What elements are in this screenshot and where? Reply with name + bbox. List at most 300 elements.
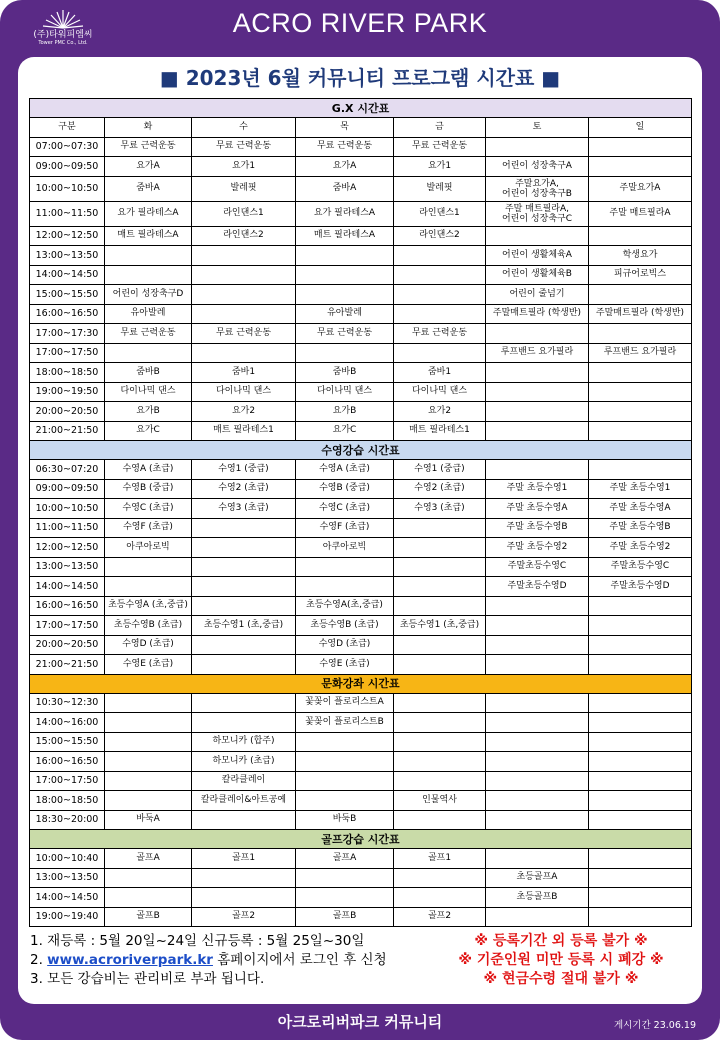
class-cell: 어린이 생활체육B (486, 265, 589, 285)
section-header-row (30, 830, 692, 849)
class-cell (105, 246, 192, 266)
time-slot: 16:00~16:50 (30, 752, 105, 772)
class-cell: 꽃꽂이 플로리스트B (296, 713, 394, 733)
class-cell (105, 265, 192, 285)
warning-notices (420, 932, 702, 989)
class-cell (486, 226, 589, 246)
class-cell: 유아발레 (296, 304, 394, 324)
table-row (30, 265, 692, 285)
time-slot: 10:00~10:40 (30, 849, 105, 869)
column-header: 토 (486, 118, 589, 138)
class-cell (394, 868, 486, 888)
warning-line: ※ 등록기간 외 등록 불가 ※ (474, 933, 648, 949)
warning-line: ※ 기준인원 미만 등록 시 폐강 ※ (458, 952, 664, 968)
class-cell (589, 732, 692, 752)
class-cell: 요가1 (394, 157, 486, 177)
class-cell (296, 246, 394, 266)
class-cell: 줌바A (105, 176, 192, 201)
class-cell: 라인댄스2 (394, 226, 486, 246)
class-cell (192, 518, 296, 538)
table-row (30, 304, 692, 324)
time-slot: 13:00~13:50 (30, 557, 105, 577)
class-cell: 골프1 (192, 849, 296, 869)
section-header-row (30, 674, 692, 693)
class-cell: 주말 초등수영1 (589, 479, 692, 499)
class-cell: 수영F (초급) (296, 518, 394, 538)
schedule-table (29, 98, 692, 927)
class-cell (105, 771, 192, 791)
class-cell (192, 304, 296, 324)
class-cell (192, 693, 296, 713)
logo-korean-text: (주)타워피엠씨 (33, 30, 93, 40)
time-slot: 14:00~14:50 (30, 888, 105, 908)
time-slot: 13:00~13:50 (30, 246, 105, 266)
class-cell: 수영B (중급) (105, 479, 192, 499)
table-row (30, 499, 692, 519)
time-slot: 17:00~17:30 (30, 324, 105, 344)
class-cell: 주말 매트필라A (589, 201, 692, 226)
class-cell (105, 343, 192, 363)
class-cell: 수영E (초급) (105, 655, 192, 675)
class-cell (394, 285, 486, 305)
class-cell: 주말 초등수영B (486, 518, 589, 538)
class-cell: 주말매트필라 (학생반) (486, 304, 589, 324)
class-cell (589, 868, 692, 888)
table-row (30, 791, 692, 811)
class-cell: 초등골프A (486, 868, 589, 888)
table-row (30, 810, 692, 830)
class-cell: 초등수영1 (초,중급) (192, 616, 296, 636)
note-apply-text: 홈페이지에서 로그인 후 신청 (212, 952, 387, 968)
class-cell (192, 577, 296, 597)
note-online-apply (30, 951, 450, 970)
class-cell (589, 596, 692, 616)
class-cell (394, 655, 486, 675)
class-cell: 초등수영A(초,중급) (296, 596, 394, 616)
class-cell: 다이나믹 댄스 (192, 382, 296, 402)
time-slot: 15:00~15:50 (30, 732, 105, 752)
class-cell: 수영D (초급) (105, 635, 192, 655)
class-cell: 요가C (296, 421, 394, 441)
class-cell (589, 421, 692, 441)
class-cell (192, 868, 296, 888)
class-cell: 칼라클레이&아트공예 (192, 791, 296, 811)
class-cell: 무료 근력운동 (394, 324, 486, 344)
class-cell (589, 460, 692, 480)
class-cell: 요가2 (394, 402, 486, 422)
table-row (30, 752, 692, 772)
class-cell (394, 635, 486, 655)
class-cell (589, 810, 692, 830)
class-cell (394, 538, 486, 558)
class-cell (486, 849, 589, 869)
class-cell: 수영1 (중급) (192, 460, 296, 480)
class-cell: 골프1 (394, 849, 486, 869)
class-cell (394, 771, 486, 791)
class-cell: 아쿠아로빅 (105, 538, 192, 558)
class-cell: 요가 필라테스A (296, 201, 394, 226)
column-header: 목 (296, 118, 394, 138)
class-cell (192, 538, 296, 558)
time-slot: 21:00~21:50 (30, 655, 105, 675)
square-bullet-icon: ■ (541, 66, 561, 90)
table-row (30, 557, 692, 577)
class-cell (105, 732, 192, 752)
class-cell (105, 888, 192, 908)
table-row (30, 538, 692, 558)
class-cell: 주말 초등수영2 (486, 538, 589, 558)
class-cell (192, 246, 296, 266)
time-slot: 20:00~20:50 (30, 635, 105, 655)
class-cell (192, 285, 296, 305)
class-cell: 발레핏 (192, 176, 296, 201)
class-cell (192, 713, 296, 733)
time-slot: 10:00~10:50 (30, 176, 105, 201)
class-cell: 주말 초등수영2 (589, 538, 692, 558)
column-header: 구분 (30, 118, 105, 138)
time-slot: 12:00~12:50 (30, 226, 105, 246)
class-cell (394, 888, 486, 908)
class-cell (394, 732, 486, 752)
class-cell (296, 868, 394, 888)
table-row (30, 693, 692, 713)
class-cell (486, 596, 589, 616)
class-cell: 요가C (105, 421, 192, 441)
class-cell (105, 577, 192, 597)
class-cell: 인물역사 (394, 791, 486, 811)
class-cell: 매트 필라테스A (296, 226, 394, 246)
class-cell: 무료 근력운동 (192, 324, 296, 344)
class-cell: 요가A (105, 157, 192, 177)
table-row (30, 732, 692, 752)
class-cell: 수영A (초급) (105, 460, 192, 480)
class-cell (486, 635, 589, 655)
section-title: 골프강습 시간표 (30, 830, 692, 849)
time-slot: 17:00~17:50 (30, 616, 105, 636)
time-slot: 11:00~11:50 (30, 518, 105, 538)
time-slot: 15:00~15:50 (30, 285, 105, 305)
class-cell: 요가2 (192, 402, 296, 422)
class-cell (105, 713, 192, 733)
class-cell (486, 382, 589, 402)
class-cell: 수영F (초급) (105, 518, 192, 538)
schedule-subtitle (0, 62, 720, 91)
class-cell: 루프밴드 요가필라 (589, 343, 692, 363)
class-cell: 어린이 생활체육A (486, 246, 589, 266)
class-cell (589, 382, 692, 402)
class-cell: 주말 초등수영A (486, 499, 589, 519)
class-cell (486, 791, 589, 811)
note-registration-period: 1. 재등록 : 5월 20일~24일 신규등록 : 5월 25일~30일 (30, 933, 365, 949)
class-cell (394, 246, 486, 266)
class-cell: 초등수영B (초급) (296, 616, 394, 636)
class-cell: 주말 초등수영A (589, 499, 692, 519)
class-cell: 꽃꽂이 플로리스트A (296, 693, 394, 713)
class-cell (192, 635, 296, 655)
table-row (30, 324, 692, 344)
class-cell (486, 324, 589, 344)
class-cell (296, 285, 394, 305)
time-slot: 11:00~11:50 (30, 201, 105, 226)
class-cell: 요가B (296, 402, 394, 422)
table-row (30, 907, 692, 927)
class-cell: 수영D (초급) (296, 635, 394, 655)
table-row (30, 176, 692, 201)
time-slot: 10:30~12:30 (30, 693, 105, 713)
class-cell: 라인댄스1 (394, 201, 486, 226)
class-cell: 매트 필라테스1 (192, 421, 296, 441)
class-cell (192, 596, 296, 616)
class-cell (589, 616, 692, 636)
class-cell: 주말초등수영C (486, 557, 589, 577)
class-cell: 골프2 (192, 907, 296, 927)
class-cell (589, 907, 692, 927)
table-row (30, 285, 692, 305)
class-cell: 골프2 (394, 907, 486, 927)
class-cell: 수영1 (중급) (394, 460, 486, 480)
class-cell (589, 157, 692, 177)
class-cell: 요가1 (192, 157, 296, 177)
table-row (30, 635, 692, 655)
class-cell: 골프A (105, 849, 192, 869)
class-cell: 초등수영1 (초,중급) (394, 616, 486, 636)
class-cell: 주말매트필라 (학생반) (589, 304, 692, 324)
class-cell: 주말요가A, 어린이 성장축구B (486, 176, 589, 201)
class-cell: 요가A (296, 157, 394, 177)
class-cell: 무료 근력운동 (296, 324, 394, 344)
class-cell: 피규어로빅스 (589, 265, 692, 285)
class-cell (486, 460, 589, 480)
class-cell (296, 771, 394, 791)
class-cell (394, 713, 486, 733)
class-cell: 무료 근력운동 (394, 137, 486, 157)
time-slot: 10:00~10:50 (30, 499, 105, 519)
class-cell (589, 752, 692, 772)
table-row (30, 479, 692, 499)
class-cell (486, 421, 589, 441)
class-cell (192, 810, 296, 830)
table-row (30, 246, 692, 266)
class-cell: 무료 근력운동 (105, 137, 192, 157)
square-bullet-icon: ■ (159, 66, 179, 90)
time-slot: 20:00~20:50 (30, 402, 105, 422)
class-cell (486, 907, 589, 927)
class-cell (296, 732, 394, 752)
class-cell (589, 324, 692, 344)
class-cell: 초등수영B (초급) (105, 616, 192, 636)
registration-notes (30, 932, 450, 989)
column-header: 화 (105, 118, 192, 138)
section-title: G.X 시간표 (30, 99, 692, 118)
class-cell: 주말 매트필라A, 어린이 성장축구C (486, 201, 589, 226)
time-slot: 16:00~16:50 (30, 304, 105, 324)
class-cell: 초등골프B (486, 888, 589, 908)
time-slot: 19:00~19:40 (30, 907, 105, 927)
class-cell (394, 810, 486, 830)
class-cell: 무료 근력운동 (105, 324, 192, 344)
class-cell: 수영2 (초급) (192, 479, 296, 499)
class-cell (192, 655, 296, 675)
table-row (30, 868, 692, 888)
table-row (30, 343, 692, 363)
posting-period: 게시기간 23.06.19 (613, 1020, 696, 1031)
logo-english-text: Tower PMC Co., Ltd. (38, 40, 88, 46)
class-cell (486, 810, 589, 830)
class-cell: 줌바B (105, 363, 192, 383)
time-slot: 06:30~07:20 (30, 460, 105, 480)
time-slot: 18:30~20:00 (30, 810, 105, 830)
time-slot: 21:00~21:50 (30, 421, 105, 441)
class-cell (192, 265, 296, 285)
class-cell (589, 771, 692, 791)
table-row (30, 596, 692, 616)
class-cell (394, 577, 486, 597)
class-cell (589, 655, 692, 675)
class-cell: 바둑A (105, 810, 192, 830)
class-cell: 줌바A (296, 176, 394, 201)
time-slot: 14:00~14:50 (30, 265, 105, 285)
class-cell: 줌바1 (192, 363, 296, 383)
section-title: 수영강습 시간표 (30, 441, 692, 460)
class-cell: 루프밴드 요가필라 (486, 343, 589, 363)
table-row (30, 157, 692, 177)
class-cell (486, 137, 589, 157)
table-row (30, 577, 692, 597)
table-row (30, 226, 692, 246)
class-cell: 요가 필라테스A (105, 201, 192, 226)
class-cell (486, 752, 589, 772)
class-cell: 하모니카 (초급) (192, 752, 296, 772)
class-cell: 주말요가A (589, 176, 692, 201)
class-cell (296, 791, 394, 811)
class-cell (394, 343, 486, 363)
table-row (30, 402, 692, 422)
class-cell (105, 557, 192, 577)
class-cell: 무료 근력운동 (296, 137, 394, 157)
class-cell: 초등수영A (초,중급) (105, 596, 192, 616)
time-slot: 14:00~16:00 (30, 713, 105, 733)
class-cell (296, 888, 394, 908)
table-row (30, 616, 692, 636)
class-cell (105, 791, 192, 811)
column-header: 일 (589, 118, 692, 138)
class-cell (394, 693, 486, 713)
class-cell (105, 693, 192, 713)
class-cell: 주말초등수영C (589, 557, 692, 577)
class-cell: 어린이 성장축구D (105, 285, 192, 305)
time-slot: 09:00~09:50 (30, 157, 105, 177)
warning-line: ※ 현금수령 절대 불가 ※ (483, 971, 639, 987)
class-cell (394, 265, 486, 285)
table-row (30, 363, 692, 383)
class-cell: 수영E (초급) (296, 655, 394, 675)
class-cell (589, 791, 692, 811)
class-cell: 수영2 (초급) (394, 479, 486, 499)
class-cell: 줌바1 (394, 363, 486, 383)
class-cell: 주말초등수영D (486, 577, 589, 597)
note-number: 2. (30, 952, 48, 968)
time-slot: 09:00~09:50 (30, 479, 105, 499)
column-header-row (30, 118, 692, 138)
column-header: 금 (394, 118, 486, 138)
class-cell: 어린이 성장축구A (486, 157, 589, 177)
class-cell (296, 343, 394, 363)
class-cell (192, 888, 296, 908)
class-cell: 매트 필라테스1 (394, 421, 486, 441)
class-cell: 골프B (296, 907, 394, 927)
class-cell (394, 518, 486, 538)
table-row (30, 201, 692, 226)
class-cell: 유아발레 (105, 304, 192, 324)
class-cell: 학생요가 (589, 246, 692, 266)
class-cell: 라인댄스1 (192, 201, 296, 226)
class-cell (296, 752, 394, 772)
class-cell: 다이나믹 댄스 (296, 382, 394, 402)
class-cell (192, 343, 296, 363)
class-cell (192, 557, 296, 577)
class-cell (486, 771, 589, 791)
time-slot: 17:00~17:50 (30, 343, 105, 363)
class-cell (296, 577, 394, 597)
class-cell: 요가B (105, 402, 192, 422)
table-row (30, 518, 692, 538)
class-cell (486, 655, 589, 675)
class-cell: 발레핏 (394, 176, 486, 201)
table-row (30, 460, 692, 480)
class-cell: 골프B (105, 907, 192, 927)
table-row (30, 382, 692, 402)
class-cell: 어린이 줄넘기 (486, 285, 589, 305)
homepage-link[interactable]: www.acroriverpark.kr (47, 952, 213, 968)
class-cell (486, 402, 589, 422)
class-cell: 수영C (초급) (296, 499, 394, 519)
note-fee-billing: 3. 모든 강습비는 관리비로 부과 됩니다. (30, 971, 265, 987)
class-cell: 수영C (초급) (105, 499, 192, 519)
class-cell: 주말초등수영D (589, 577, 692, 597)
class-cell (486, 616, 589, 636)
class-cell: 수영B (중급) (296, 479, 394, 499)
class-cell (394, 596, 486, 616)
class-cell: 다이나믹 댄스 (105, 382, 192, 402)
class-cell (589, 693, 692, 713)
class-cell (589, 363, 692, 383)
class-cell (105, 868, 192, 888)
class-cell (486, 363, 589, 383)
table-row (30, 849, 692, 869)
class-cell: 바둑B (296, 810, 394, 830)
class-cell (589, 888, 692, 908)
class-cell (589, 635, 692, 655)
footer-title: 아크로리버파크 커뮤니티 (277, 1013, 443, 1031)
class-cell (105, 752, 192, 772)
time-slot: 12:00~12:50 (30, 538, 105, 558)
time-slot: 18:00~18:50 (30, 791, 105, 811)
class-cell (486, 713, 589, 733)
class-cell: 주말 초등수영1 (486, 479, 589, 499)
class-cell (486, 693, 589, 713)
table-row (30, 421, 692, 441)
class-cell: 하모니카 (합주) (192, 732, 296, 752)
page-title: ACRO RIVER PARK (232, 8, 488, 38)
table-row (30, 137, 692, 157)
class-cell (394, 752, 486, 772)
column-header: 수 (192, 118, 296, 138)
class-cell: 수영A (초급) (296, 460, 394, 480)
table-row (30, 713, 692, 733)
time-slot: 17:00~17:50 (30, 771, 105, 791)
class-cell (589, 402, 692, 422)
section-title: 문화강좌 시간표 (30, 674, 692, 693)
